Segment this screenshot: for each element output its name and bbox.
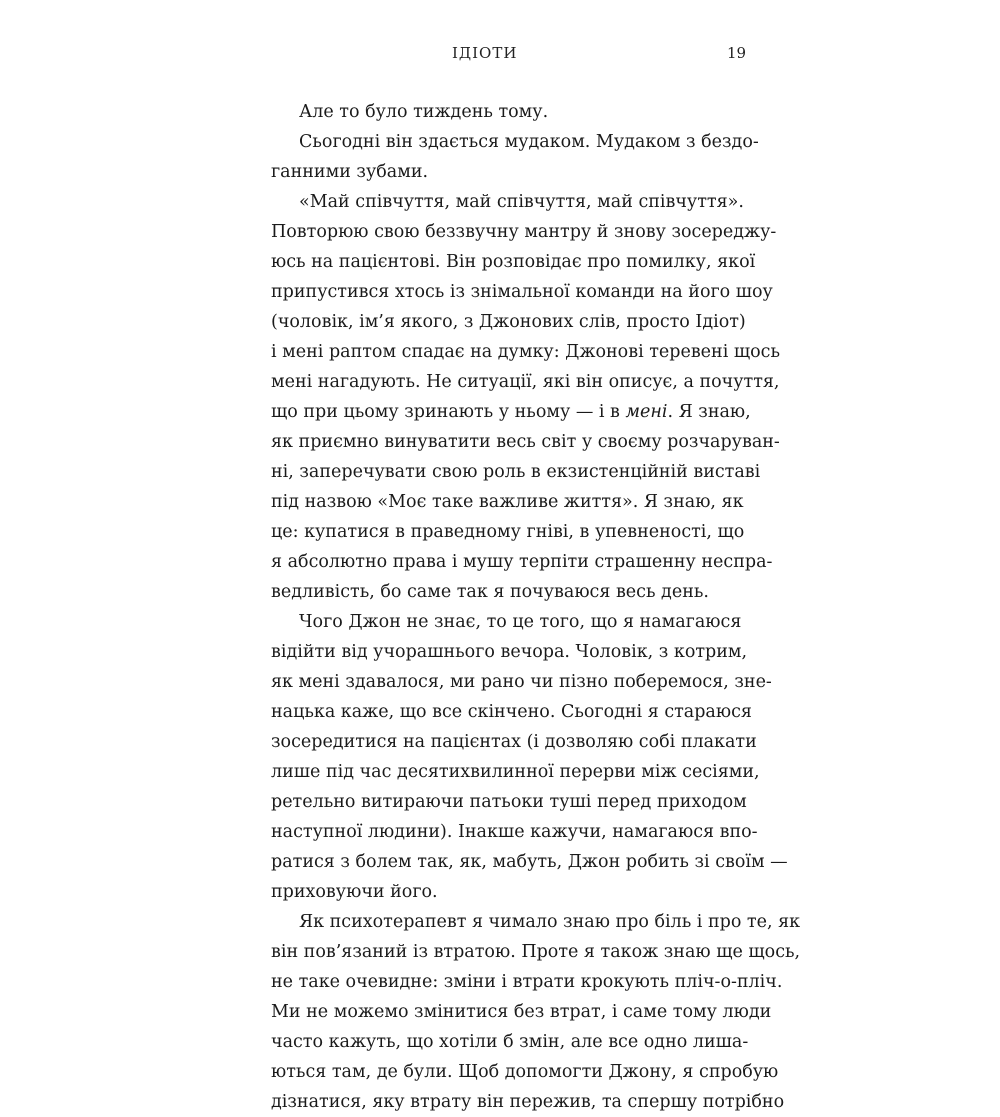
text-line: лише під час десятихвилинної перерви між сесіями, — [271, 762, 760, 782]
text-line: ються там, де були. Щоб допомогти Джону, я спробую — [271, 1062, 779, 1082]
text-line: приховуючи його. — [271, 882, 438, 902]
text-line: «Май співчуття, май співчуття, май співчуття». — [299, 192, 744, 212]
text-line: відійти від учорашнього вечора. Чоловік, з котрим, — [271, 642, 748, 662]
text-line: я абсолютно права і мушу терпіти страшенну неспра- — [271, 552, 773, 572]
text-line: ні, заперечувати свою роль в екзистенційній виставі — [271, 462, 761, 482]
text-line: (чоловік, ім’я якого, з Джонових слів, просто Ідіот) — [271, 312, 746, 332]
text-line: не таке очевидне: зміни і втрати крокують пліч-о-пліч. — [271, 972, 783, 992]
text-line: мені нагадують. Не ситуації, які він описує, а почуття, — [271, 372, 780, 392]
emphasis-word: мені — [625, 402, 668, 422]
text-line: ведливість, бо саме так я почуваюся весь день. — [271, 582, 709, 602]
text-line: зосередитися на пацієнтах (і дозволяю собі плакати — [271, 732, 757, 752]
text-line — [271, 397, 751, 427]
text-line: Але то було тиждень тому. — [299, 102, 549, 122]
text-line: Як психотерапевт я чимало знаю про біль і про те, як — [299, 912, 801, 932]
text-line: наступної людини). Інакше кажучи, намагаюся впо- — [271, 822, 758, 842]
text-line: юсь на пацієнтові. Він розповідає про помилку, якої — [271, 252, 756, 272]
text-line: Чого Джон не знає, то це того, що я намагаюся — [299, 612, 742, 632]
body-text — [271, 97, 801, 1117]
text-line: під назвою «Моє таке важливе життя». Я знаю, як — [271, 492, 744, 512]
text-line: нацька каже, що все скінчено. Сьогодні я стараюся — [271, 702, 752, 722]
page-number: 19 — [727, 44, 747, 62]
text-line: Ми не можемо змінитися без втрат, і саме тому люди — [271, 1002, 772, 1022]
text-line: ратися з болем так, як, мабуть, Джон робить зі своїм — — [271, 852, 788, 872]
text-line: як приємно винуватити весь світ у своєму розчаруван- — [271, 432, 780, 452]
text-line: як мені здавалося, ми рано чи пізно поберемося, зне- — [271, 672, 772, 692]
text-line: часто кажуть, що хотіли б змін, але все одно лиша- — [271, 1032, 749, 1052]
text-line: ганними зубами. — [271, 162, 429, 182]
text-line: і мені раптом спадає на думку: Джонові теревені щось — [271, 342, 780, 362]
text-line: дізнатися, яку втрату він пережив, та спершу потрібно — [271, 1092, 785, 1112]
text-line: ретельно витираючи патьоки туші перед приходом — [271, 792, 747, 812]
text-line: припустився хтось із знімальної команди на його шоу — [271, 282, 773, 302]
text-line-part: що при цьому зринають у ньому — і в — [271, 402, 626, 422]
text-line: Сьогодні він здається мудаком. Мудаком з бездо- — [299, 132, 759, 152]
text-line: це: купатися в праведному гніві, в упевненості, що — [271, 522, 745, 542]
running-head: ІДІОТИ — [452, 44, 518, 62]
text-line: він пов’язаний із втратою. Проте я також знаю ще щось, — [271, 942, 801, 962]
text-line-part: . Я знаю, — [667, 402, 751, 422]
text-line: Повторюю свою беззвучну мантру й знову зосереджу- — [271, 222, 777, 242]
